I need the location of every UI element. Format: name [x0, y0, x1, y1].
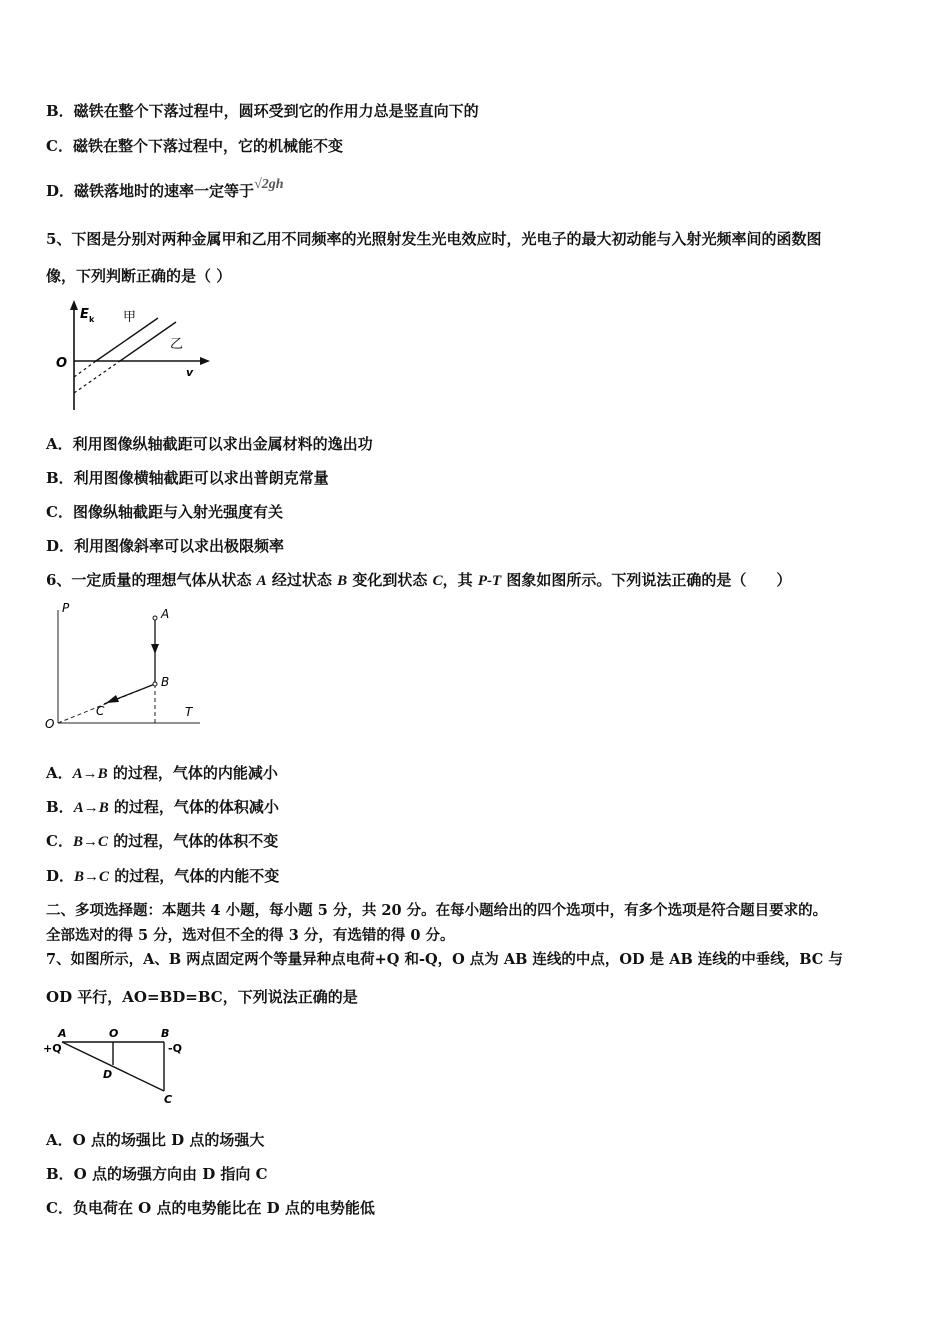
q7-label-a: A: [58, 1027, 67, 1040]
q7-label-c: C: [164, 1093, 173, 1106]
q7-stem-line2: OD 平行，AO=BD=BC，下列说法正确的是: [46, 988, 358, 1006]
q6-option-d: [46, 866, 279, 887]
option-text: 的过程，气体的体积不变: [107, 832, 279, 850]
q7-label-o: O: [109, 1027, 119, 1040]
q6-point-a: A: [161, 607, 170, 621]
q6-origin-label: O: [45, 717, 55, 731]
option-text: 的过程，气体的内能不变: [109, 867, 280, 885]
section2-line1: 二、多项选择题：本题共 4 小题，每小题 5 分，共 20 分。在每小题给出的四个选项中，有多个选项是符合题目要求的。: [46, 902, 828, 919]
q5-x-label: v: [186, 366, 194, 379]
q5-y-sub: k: [89, 315, 95, 324]
q7-option-b: B．O 点的场强方向由 D 指向 C: [46, 1165, 268, 1183]
q6-option-a: [46, 763, 278, 784]
option-letter: A．: [46, 764, 73, 782]
q6-stem-state-a: A: [256, 573, 267, 589]
q6-point-c: C: [96, 704, 105, 718]
option-letter: B．: [46, 798, 74, 816]
q6-pt-graph: [40, 598, 210, 732]
q6-stem-part: 6、一定质量的理想气体从状态: [46, 571, 257, 589]
q6-stem-state-b: B: [337, 573, 348, 589]
q7-charge-diagram: [40, 1024, 200, 1106]
q7-label-plus-q: +Q: [43, 1042, 62, 1055]
q5-option-b: B．利用图像横轴截距可以求出普朗克常量: [46, 469, 329, 487]
q5-origin-label: O: [56, 356, 68, 371]
q6-stem-part: ，其: [442, 571, 478, 589]
q5-stem-line1: 5、下图是分别对两种金属甲和乙用不同频率的光照射发生光电效应时，光电子的最大初动能与入射光频率间的函数图: [46, 230, 822, 248]
section2-line2: 全部选对的得 5 分，选对但不全的得 3 分，有选错的得 0 分。: [46, 927, 455, 944]
q4-option-d-text: D．磁铁落地时的速率一定等于: [46, 182, 255, 200]
q7-option-c: C．负电荷在 O 点的电势能比在 D 点的电势能低: [46, 1199, 375, 1217]
q5-line1-label: 甲: [123, 310, 137, 325]
q6-stem-part: 变化到状态: [347, 571, 433, 589]
option-letter: D．: [46, 867, 75, 885]
q7-label-d: D: [103, 1068, 113, 1081]
q4-option-d: [46, 177, 284, 203]
q5-option-d: D．利用图像斜率可以求出极限频率: [46, 537, 285, 555]
q5-photoelectric-graph: [44, 298, 214, 416]
q6-stem-state-c: C: [432, 573, 443, 589]
q4-option-b: B．磁铁在整个下落过程中，圆环受到它的作用力总是竖直向下的: [46, 102, 479, 120]
sqrt-formula: √2gh: [254, 177, 284, 192]
option-text: 的过程，气体的内能减小: [107, 764, 278, 782]
q5-option-a: A．利用图像纵轴截距可以求出金属材料的逸出功: [46, 435, 373, 453]
q6-option-c: [46, 831, 278, 852]
q6-stem-pt: P-T: [477, 573, 502, 589]
option-process: A→B: [73, 800, 109, 816]
option-letter: C．: [46, 832, 73, 850]
q5-stem-line2: 像，下列判断正确的是（ ）: [46, 267, 232, 285]
q7-stem-line1: 7、如图所示，A、B 两点固定两个等量异种点电荷+Q 和-Q，O 点为 AB 连线的中点，OD 是 AB 连线的中垂线，BC 与: [46, 951, 843, 968]
q5-y-label: E: [80, 307, 89, 322]
q7-option-a: A．O 点的场强比 D 点的场强大: [46, 1131, 265, 1149]
q6-option-b: [46, 797, 279, 818]
q7-label-b: B: [161, 1027, 170, 1040]
q5-option-c: C．图像纵轴截距与入射光强度有关: [46, 503, 283, 521]
option-process: B→C: [74, 869, 110, 885]
q6-y-label: P: [62, 601, 70, 615]
q5-line2-label: 乙: [170, 337, 184, 352]
q4-option-c: C．磁铁在整个下落过程中，它的机械能不变: [46, 137, 343, 155]
option-process: B→C: [72, 834, 108, 850]
q6-x-label: T: [185, 705, 193, 719]
q6-stem: [46, 570, 791, 591]
q6-point-b: B: [161, 675, 170, 689]
q6-stem-part: 经过状态: [266, 571, 338, 589]
q6-stem-part: 图象如图所示。下列说法正确的是（ ）: [501, 571, 792, 589]
option-process: A→B: [72, 766, 108, 782]
option-text: 的过程，气体的体积减小: [108, 798, 279, 816]
q7-label-minus-q: -Q: [168, 1042, 182, 1055]
